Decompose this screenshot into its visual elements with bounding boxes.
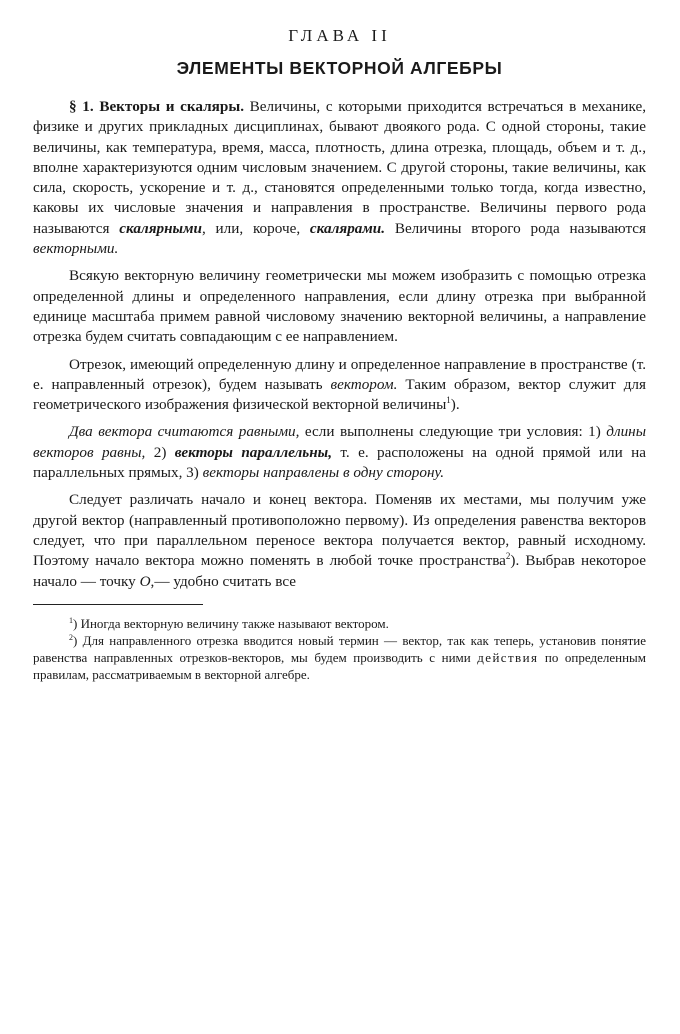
point-o: O bbox=[139, 572, 151, 590]
p3-text-c: ). bbox=[450, 396, 460, 414]
p4-text-b: 2) bbox=[145, 443, 175, 461]
p3-text-b: Таким образом, вектор служит для геометрического изображения физической векторной величины bbox=[33, 375, 646, 414]
footnote-divider bbox=[33, 604, 203, 605]
footnote-2 bbox=[33, 632, 646, 684]
term-vector-adj: векторными. bbox=[33, 240, 119, 258]
spaced-word-actions: действия bbox=[477, 650, 539, 666]
p5-text-b: ). Выбрав некоторое начало — точку bbox=[33, 552, 646, 590]
p1-text-a: Величины, с которыми приходится встречаться в механике, физике и других прикладных дисциплинах, бывают двоякого рода. С одной стороны, такие величины, как температура, время, масса, плотность, длина отрезка, площадь, объем и т. д., вполне характеризуются одним числовым значением. С другой стороны, такие величины, как сила, скорость, ускорение и т. д., становятся определенными только тогда, когда известно, каковы их числовые значения и направления в пространстве. Величины первого рода называются bbox=[33, 98, 647, 237]
def-equal-vectors: Два вектора считаются равными, bbox=[69, 423, 300, 441]
paragraph-1 bbox=[33, 97, 646, 259]
p5-text-a: Следует различать начало и конец вектора. Поменяв их местами, мы получим уже другой вектор (направленный противоположно первому). Из определения равенства векторов следует, что при параллельном переносе вектора получается вектор, равный исходному. Поэтому начало вектора можно поменять в любой точке пространства bbox=[33, 491, 646, 570]
footnote-2-text-b: по определенным правилам, рассматриваемым в векторной алгебре. bbox=[33, 650, 646, 683]
chapter-number: ГЛАВА II bbox=[288, 26, 391, 45]
footnote-2-text-a: ) Для направленного отрезка вводится новый термин — вектор, так как теперь, установив понятие равенства направленных отрезков-векторов, мы будем производить с ними bbox=[33, 633, 646, 666]
condition-1: длины векторов равны, bbox=[33, 423, 646, 461]
paragraph-2: Всякую векторную величину геометрически мы можем изобразить с помощью отрезка определенной длины и определенного направления, если длину отрезка при выбранной единице масштаба примем равной числовому значению векторной величины, а направление отрезка будем считать совпадающим с ее направлением. bbox=[33, 267, 646, 346]
term-vector: вектором. bbox=[330, 375, 398, 393]
p4-text-a: если выполнены следующие три условия: 1) bbox=[299, 423, 607, 441]
section-heading: § 1. Векторы и скаляры. bbox=[69, 98, 245, 115]
footnote-1 bbox=[33, 615, 646, 632]
p5-text-c: ,— удобно считать все bbox=[150, 572, 296, 590]
footnote-ref-1: 1 bbox=[446, 395, 451, 406]
chapter-title: ЭЛЕМЕНТЫ ВЕКТОРНОЙ АЛГЕБРЫ bbox=[176, 58, 503, 78]
main-text bbox=[33, 97, 646, 592]
p1-text-b: , или, короче, bbox=[201, 219, 310, 237]
paragraph-5 bbox=[33, 490, 646, 591]
p4-text-c: т. е. расположены на одной прямой или на параллельных прямых, 3) bbox=[33, 443, 647, 482]
footnotes bbox=[33, 615, 646, 684]
p1-text-c: Величины второго рода называются bbox=[385, 219, 646, 237]
book-page bbox=[0, 26, 680, 1034]
term-scalar-adj: скалярными bbox=[119, 219, 202, 237]
footnote-mark-1: 1 bbox=[69, 615, 73, 625]
paragraph-3 bbox=[33, 355, 646, 416]
p3-text-a: Отрезок, имеющий определенную длину и определенное направление в пространстве (т. е. направленный отрезок), будем называть bbox=[33, 355, 646, 393]
paragraph-4 bbox=[33, 422, 646, 483]
condition-3: векторы направлены в одну сторону. bbox=[202, 464, 445, 482]
term-scalars: скалярами. bbox=[309, 219, 386, 237]
footnote-mark-2: 2 bbox=[69, 633, 73, 643]
footnote-ref-2: 2 bbox=[505, 551, 511, 562]
condition-2: векторы параллельны, bbox=[174, 443, 333, 461]
footnote-1-text: ) Иногда векторную величину также называют вектором. bbox=[73, 615, 389, 631]
